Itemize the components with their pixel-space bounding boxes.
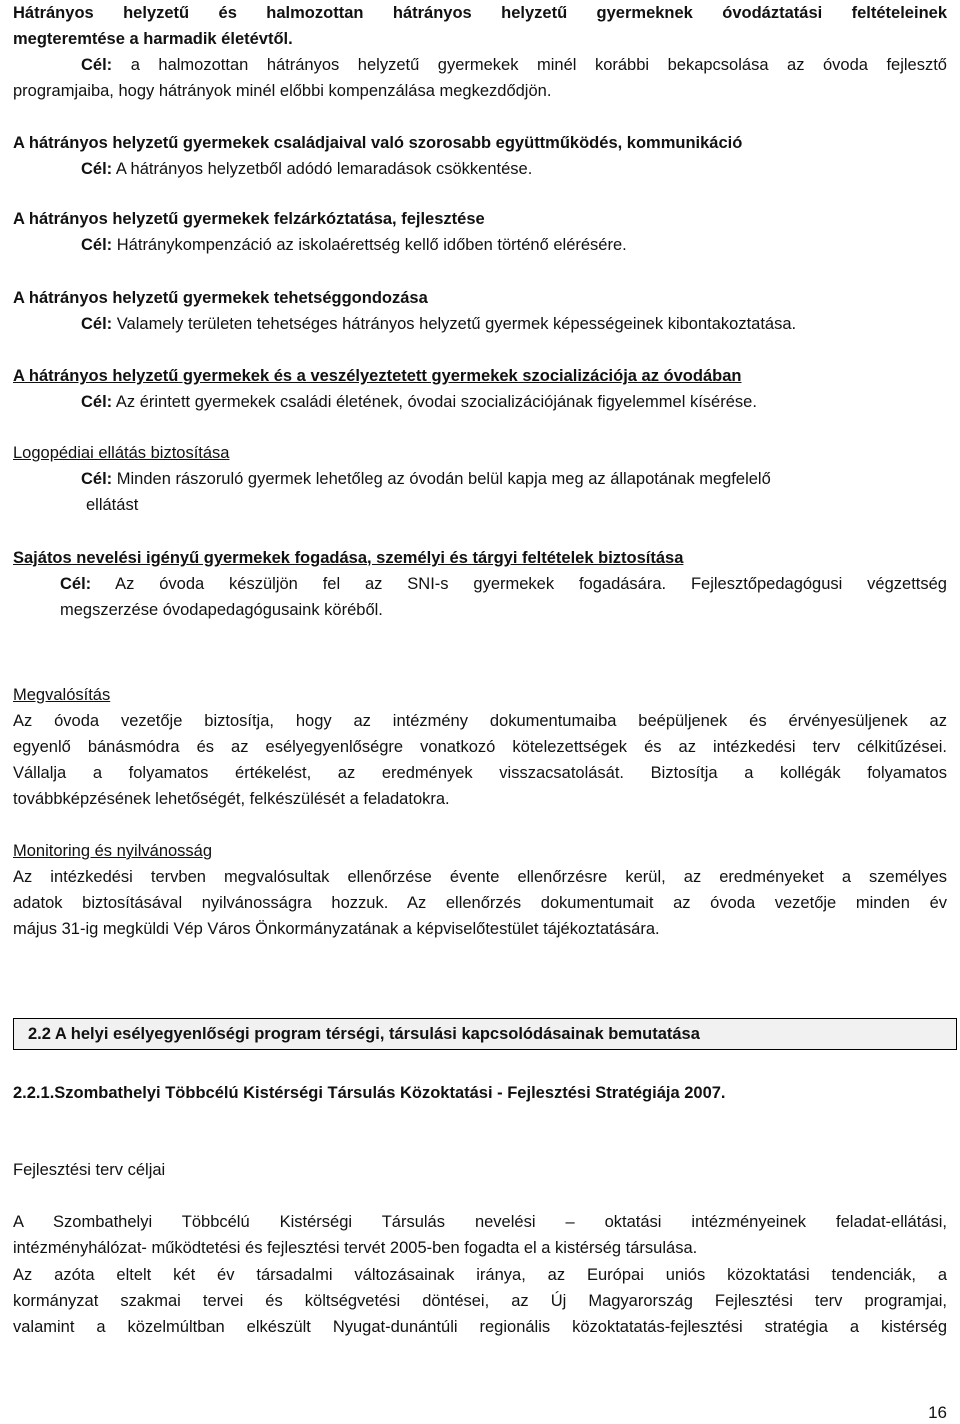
megvalositas-title: Megvalósítás (13, 686, 111, 704)
megvalositas-block (13, 682, 947, 812)
goal-label: Cél: (81, 160, 113, 178)
plan-title: Fejlesztési terv céljai (13, 1161, 166, 1179)
plan-line: kormányzat szakmai tervei és költségvetési döntései, az Új Magyarország Fejlesztési terv programjai, (13, 1292, 947, 1310)
intro-heading-line-2: megteremtése a harmadik életévtől. (13, 30, 293, 48)
logoped-label: Cél: (81, 470, 113, 488)
plan-line: intézményhálózat- működtetési és fejlesztési tervét 2005-ben fogadta el a kistérség társulása. (13, 1239, 698, 1257)
monitoring-title: Monitoring és nyilvánosság (13, 842, 213, 860)
page-number: 16 (928, 1403, 947, 1422)
goal-title: A hátrányos helyzetű gyermekek tehetséggondozása (13, 289, 428, 307)
sni-text-line-2: megszerzése óvodapedagógusaink köréből. (60, 601, 383, 619)
monitoring-block (13, 838, 947, 942)
subsection-title: 2.2.1.Szombathelyi Többcélú Kistérségi Társulás Közoktatási - Fejlesztési Stratégiája 2007. (13, 1084, 726, 1102)
logoped-text-line-2: ellátást (86, 496, 139, 514)
megvalositas-line: továbbképzésének lehetőségét, felkészülését a feladatokra. (13, 790, 450, 808)
intro-block (13, 0, 947, 104)
goal-label: Cél: (81, 315, 113, 333)
plan-paragraph-1 (13, 1209, 947, 1261)
logoped-title: Logopédiai ellátás biztosítása (13, 444, 230, 462)
goal-block-1 (13, 130, 947, 182)
logoped-text-line-1: Minden rászoruló gyermek lehetőleg az óvodán belül kapja meg az állapotának megfelelő (116, 470, 771, 488)
section-heading-box: 2.2 A helyi esélyegyenlőségi program térségi, társulási kapcsolódásainak bemutatása (13, 1018, 957, 1050)
goal-title: A hátrányos helyzetű gyermekek felzárkóztatása, fejlesztése (13, 210, 485, 228)
monitoring-line: május 31-ig megküldi Vép Város Önkormányzatának a képviselőtestület tájékoztatására. (13, 920, 660, 938)
goal-text: Valamely területen tehetséges hátrányos helyzetű gyermek képességeinek kibontakoztatása. (116, 315, 797, 333)
monitoring-line: adatok biztosításával nyilvánosságra hozzuk. Az ellenőrzés dokumentumait az óvoda vezetője minden év (13, 894, 947, 912)
sni-label: Cél: (60, 575, 92, 593)
goal-text: Hátránykompenzáció az iskolaérettség kellő időben történő elérésére. (116, 236, 627, 254)
goal-label: Cél: (81, 236, 113, 254)
goal-block-3 (13, 285, 947, 337)
intro-goal-line-1: a halmozottan hátrányos helyzetű gyermekek minél korábbi bekapcsolása az óvoda fejlesztő (130, 56, 947, 74)
megvalositas-line: Az óvoda vezetője biztosítja, hogy az intézmény dokumentumaiba beépüljenek és érvényesüljenek az (13, 712, 947, 730)
goal-title: A hátrányos helyzetű gyermekek és a veszélyeztetett gyermekek szocializációja az óvodában (13, 367, 742, 385)
plan-paragraph-2 (13, 1262, 947, 1340)
plan-line: valamint a közelmúltban elkészült Nyugat-dunántúli regionális közoktatatás-fejlesztési stratégia a kistérség (13, 1318, 947, 1336)
goal-label: Cél: (81, 393, 113, 411)
logoped-block (13, 440, 947, 518)
goal-title: A hátrányos helyzetű gyermekek családjaival való szorosabb együttműködés, kommunikáció (13, 134, 743, 152)
plan-line: A Szombathelyi Többcélú Kistérségi Társulás nevelési – oktatási intézményeinek feladat-ellátási, (13, 1213, 947, 1231)
goal-block-2 (13, 206, 947, 258)
goal-text: A hátrányos helyzetből adódó lemaradások csökkentése. (115, 160, 533, 178)
goal-block-4 (13, 363, 947, 415)
megvalositas-line: egyenlő bánásmódra és az esélyegyenlőségre vonatkozó kötelezettségek és az intézkedési terv célkitűzései. (13, 738, 947, 756)
sni-text-line-1: Az óvoda készüljön fel az SNI-s gyermekek fogadására. Fejlesztőpedagógusi végzettség (115, 575, 947, 593)
goal-text: Az érintett gyermekek családi életének, óvodai szocializációjának figyelemmel kísérése. (115, 393, 757, 411)
plan-title-block (13, 1157, 947, 1183)
sni-title: Sajátos nevelési igényű gyermekek fogadása, személyi és tárgyi feltételek biztosítása (13, 549, 684, 567)
monitoring-line: Az intézkedési tervben megvalósultak ellenőrzése évente ellenőrzésre kerül, az eredményeket a személyes (13, 868, 947, 886)
subsection-block (13, 1080, 947, 1106)
intro-goal-line-2: programjaiba, hogy hátrányok minél előbbi kompenzálása megkezdődjön. (13, 82, 552, 100)
plan-line: Az azóta eltelt két év társadalmi változásainak iránya, az Európai uniós közoktatási tendenciák, a (13, 1266, 947, 1284)
intro-goal-label: Cél: (81, 56, 113, 74)
sni-block (13, 545, 947, 623)
intro-heading-line-1: Hátrányos helyzetű és halmozottan hátrányos helyzetű gyermeknek óvodáztatási feltételeinek (13, 4, 947, 22)
megvalositas-line: Vállalja a folyamatos értékelést, az eredmények visszacsatolását. Biztosítja a kollégák folyamatos (13, 764, 947, 782)
